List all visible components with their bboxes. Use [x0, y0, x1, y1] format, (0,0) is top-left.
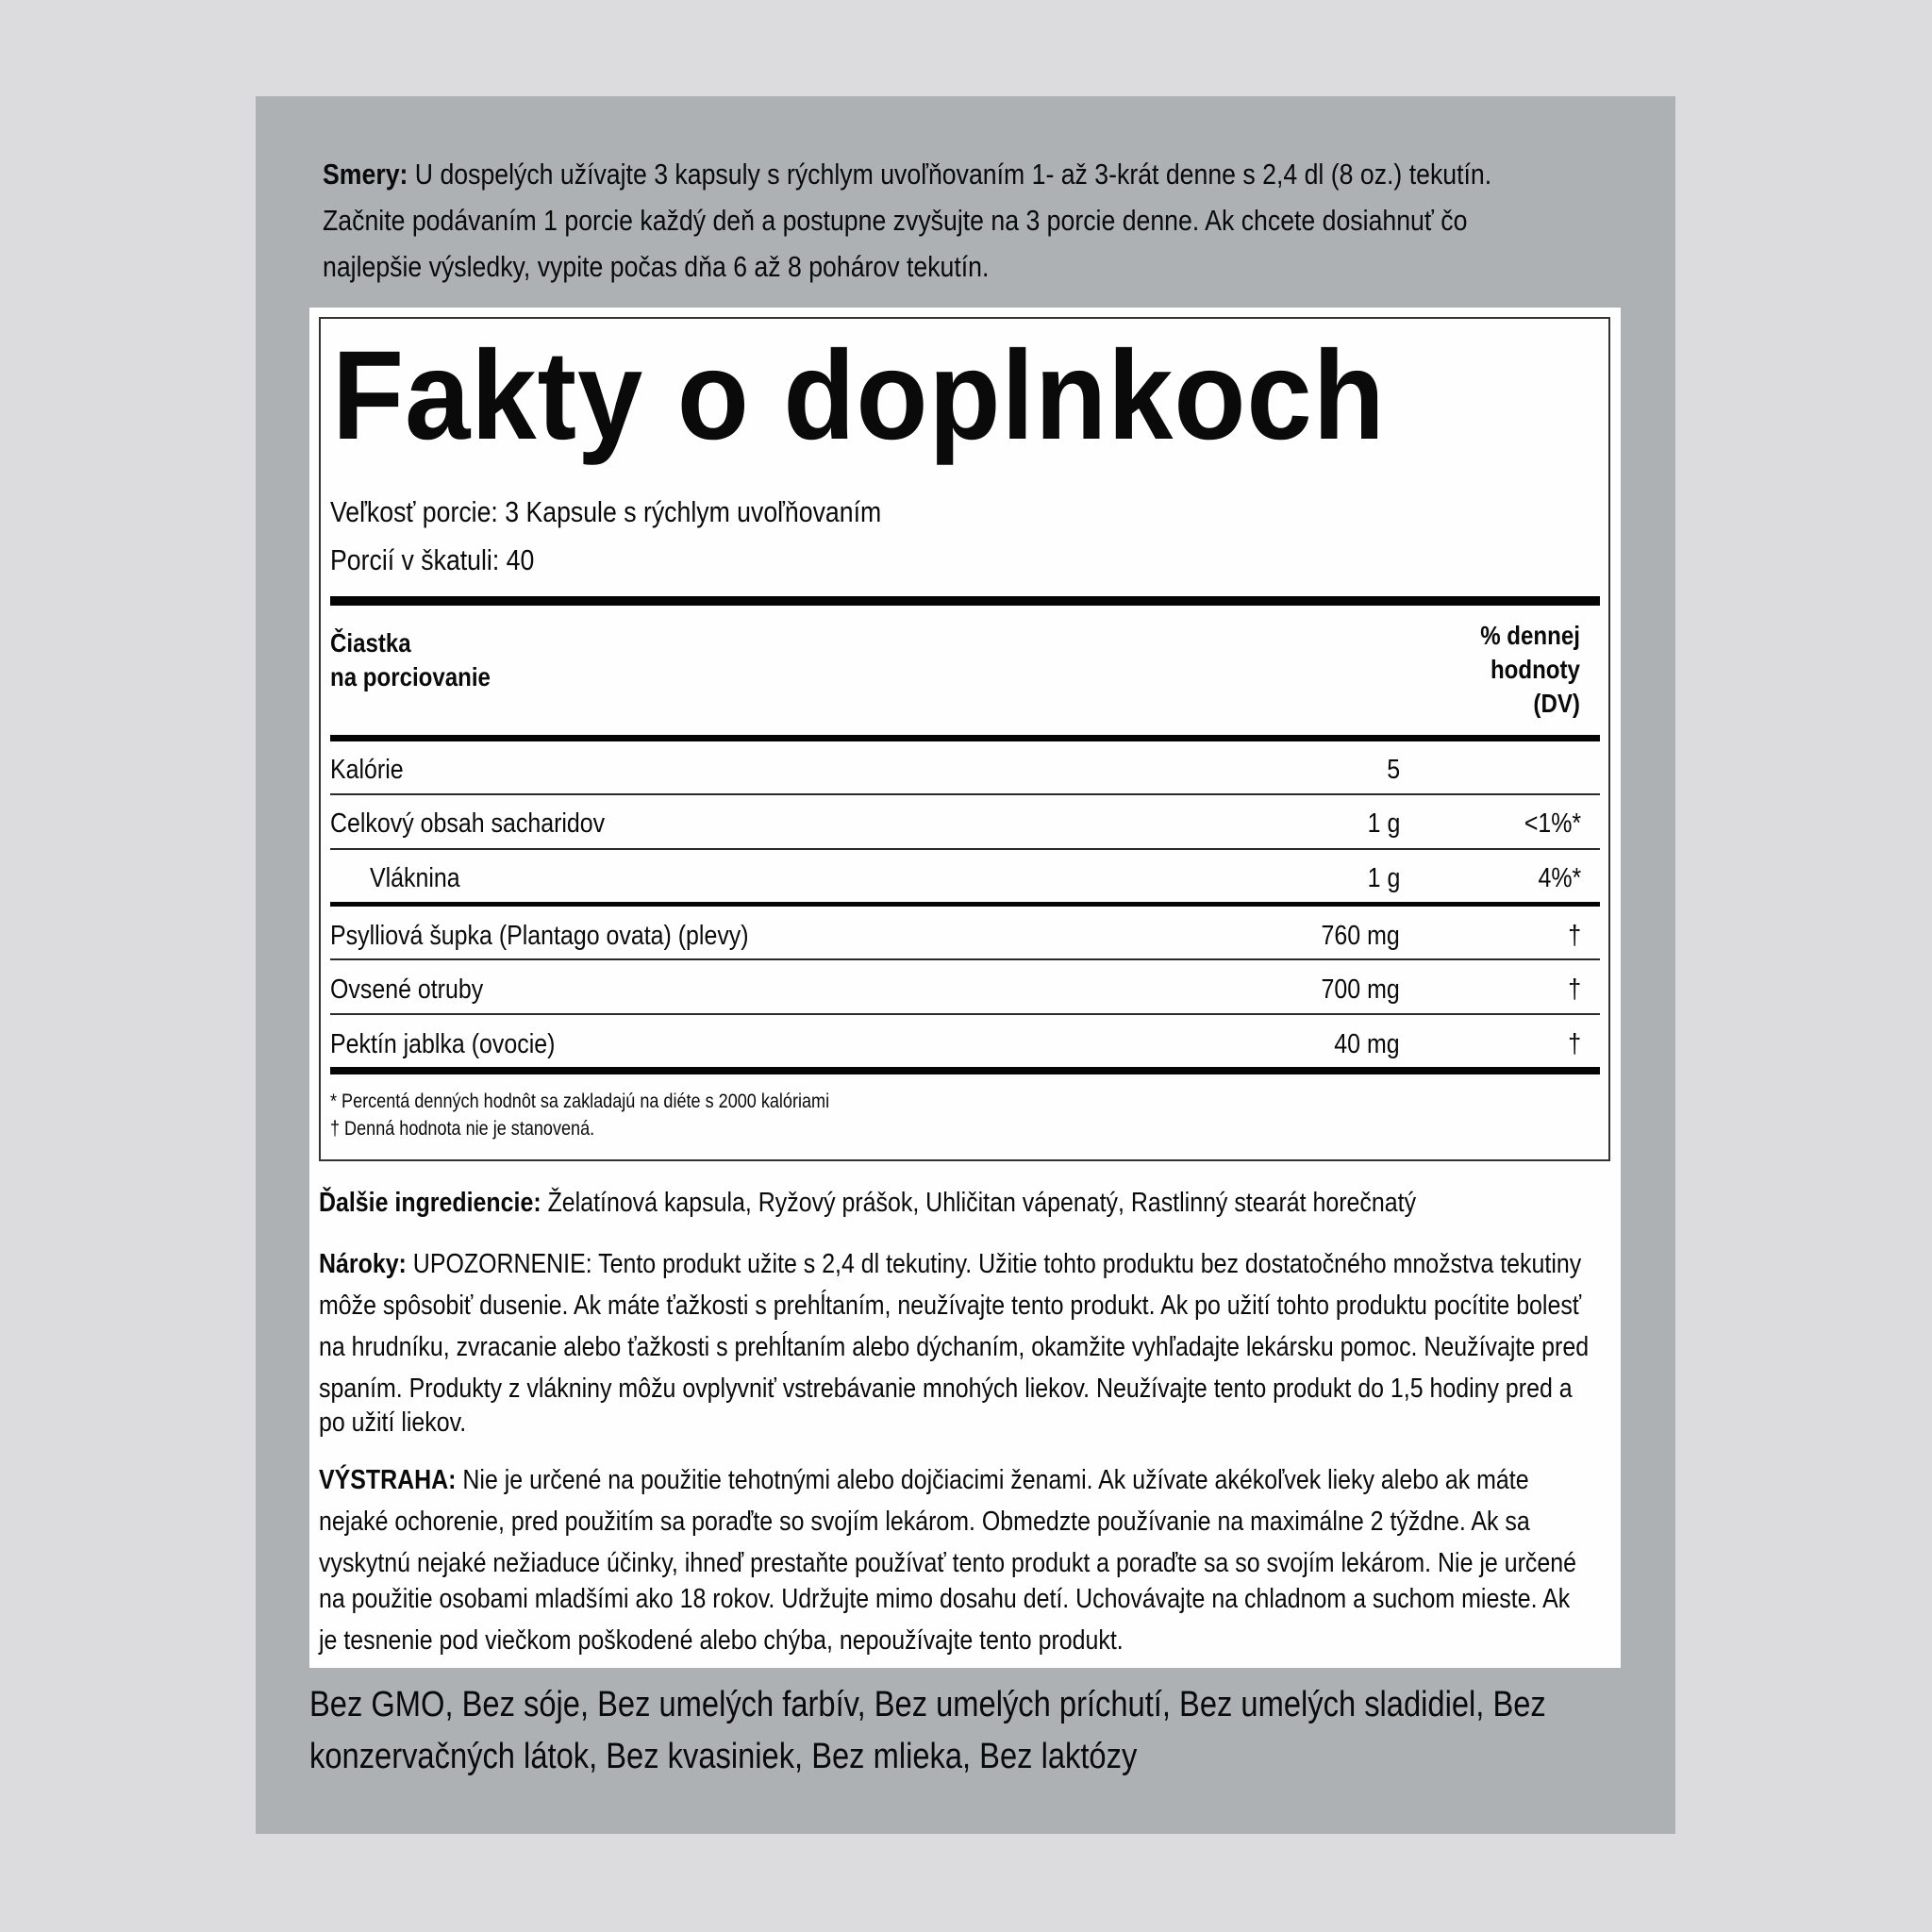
amount-header: Čiastka na porciovanie [330, 628, 491, 691]
thick-divider [330, 596, 1600, 606]
other-ingredients-label: Ďalšie ingrediencie: [319, 1188, 541, 1218]
row-divider [330, 848, 1600, 850]
warning-label: VÝSTRAHA: [319, 1465, 457, 1495]
warning-section: VÝSTRAHA: Nie je určené na použitie tehotnými alebo dojčiacimi ženami. Ak užívate akékoľvek lieky alebo ak máte nejaké ochorenie, pred použitím sa poraďte so svojím lekárom. Obmedzte používanie na maximálne 2 týždne. Ak sa vyskytnú nejaké nežiaduce účinky, ihneď prestaňte používať tento produkt a poraďte sa so svojím lekárom. Nie je určené na použitie osobami mladšími ako 18 rokov. Udržujte mimo dosahu detí. Uchovávajte na chladnom a suchom mieste. Ak je tesnenie pod viečkom poškodené alebo chýba, nepoužívajte tento produkt. [319, 1465, 1576, 1656]
directions-line-3: najlepšie výsledky, vypite počas dňa 6 až 8 pohárov tekutín. [323, 250, 990, 283]
servings-per-container: Porcií v škatuli: 40 [330, 543, 535, 576]
free-from-statement: Bez GMO, Bez sóje, Bez umelých farbív, Bez umelých príchutí, Bez umelých sladidiel, Bez konzervačných látok, Bez kvasiniek, Bez mlieka, Bez laktózy [309, 1685, 1546, 1776]
table-row: Kalórie 5 [330, 755, 1400, 785]
table-row: Celkový obsah sacharidov 1 g <1%* [330, 808, 1581, 839]
dv-header: % dennej hodnoty (DV) [1480, 621, 1580, 718]
row-divider [330, 1013, 1600, 1015]
footnote-dagger: † Denná hodnota nie je stanovená. [330, 1118, 595, 1140]
serving-size: Veľkosť porcie: 3 Kapsule s rýchlym uvoľňovaním [330, 495, 882, 528]
table-row: Vláknina 1 g 4%* [370, 863, 1581, 893]
supplement-facts-box [319, 317, 1610, 1161]
thick-divider [330, 1067, 1600, 1074]
claims-section: Nároky: UPOZORNENIE: Tento produkt užite s 2,4 dl tekutiny. Užitie tohto produktu bez dostatočného množstva tekutiny môže spôsobiť dusenie. Ak máte ťažkosti s prehĺtaním, neužívajte tento produkt. Ak po užití tohto produktu pocítite bolesť na hrudníku, zvracanie alebo ťažkosti s prehĺtaním alebo dýchaním, okamžite vyhľadajte lekársku pomoc. Neužívajte pred spaním. Produkty z vlákniny môžu ovplyvniť vstrebávanie mnohých liekov. Neužívajte tento produkt do 1,5 hodiny pred a po užití liekov. [319, 1249, 1590, 1438]
directions-section [323, 151, 1643, 290]
medium-divider [330, 902, 1600, 907]
row-divider [330, 958, 1600, 960]
thick-divider [330, 735, 1600, 741]
directions-line-1: Smery: U dospelých užívajte 3 kapsuly s rýchlym uvoľňovaním 1- až 3-krát denne s 2,4 dl (8 oz.) tekutín. [323, 158, 1492, 191]
other-ingredients-text: Želatínová kapsula, Ryžový prášok, Uhličitan vápenatý, Rastlinný stearát horečnatý [541, 1188, 1417, 1218]
directions-line-2: Začnite podávaním 1 porcie každý deň a postupne zvyšujte na 3 porcie denne. Ak chcete dosiahnuť čo [323, 204, 1468, 237]
row-divider [330, 793, 1600, 795]
footnote-percent: * Percentá denných hodnôt sa zakladajú na diéte s 2000 kalóriami [330, 1091, 830, 1112]
claims-label: Nároky: [319, 1249, 407, 1279]
other-ingredients [319, 1182, 1790, 1224]
table-row: Psylliová šupka (Plantago ovata) (plevy) 760 mg † [330, 921, 1581, 951]
facts-title: Fakty o doplnkoch [332, 325, 1386, 466]
table-row: Pektín jablka (ovocie) 40 mg † [330, 1029, 1581, 1059]
directions-label: Smery: [323, 158, 408, 191]
table-row: Ovsené otruby 700 mg † [330, 974, 1581, 1005]
